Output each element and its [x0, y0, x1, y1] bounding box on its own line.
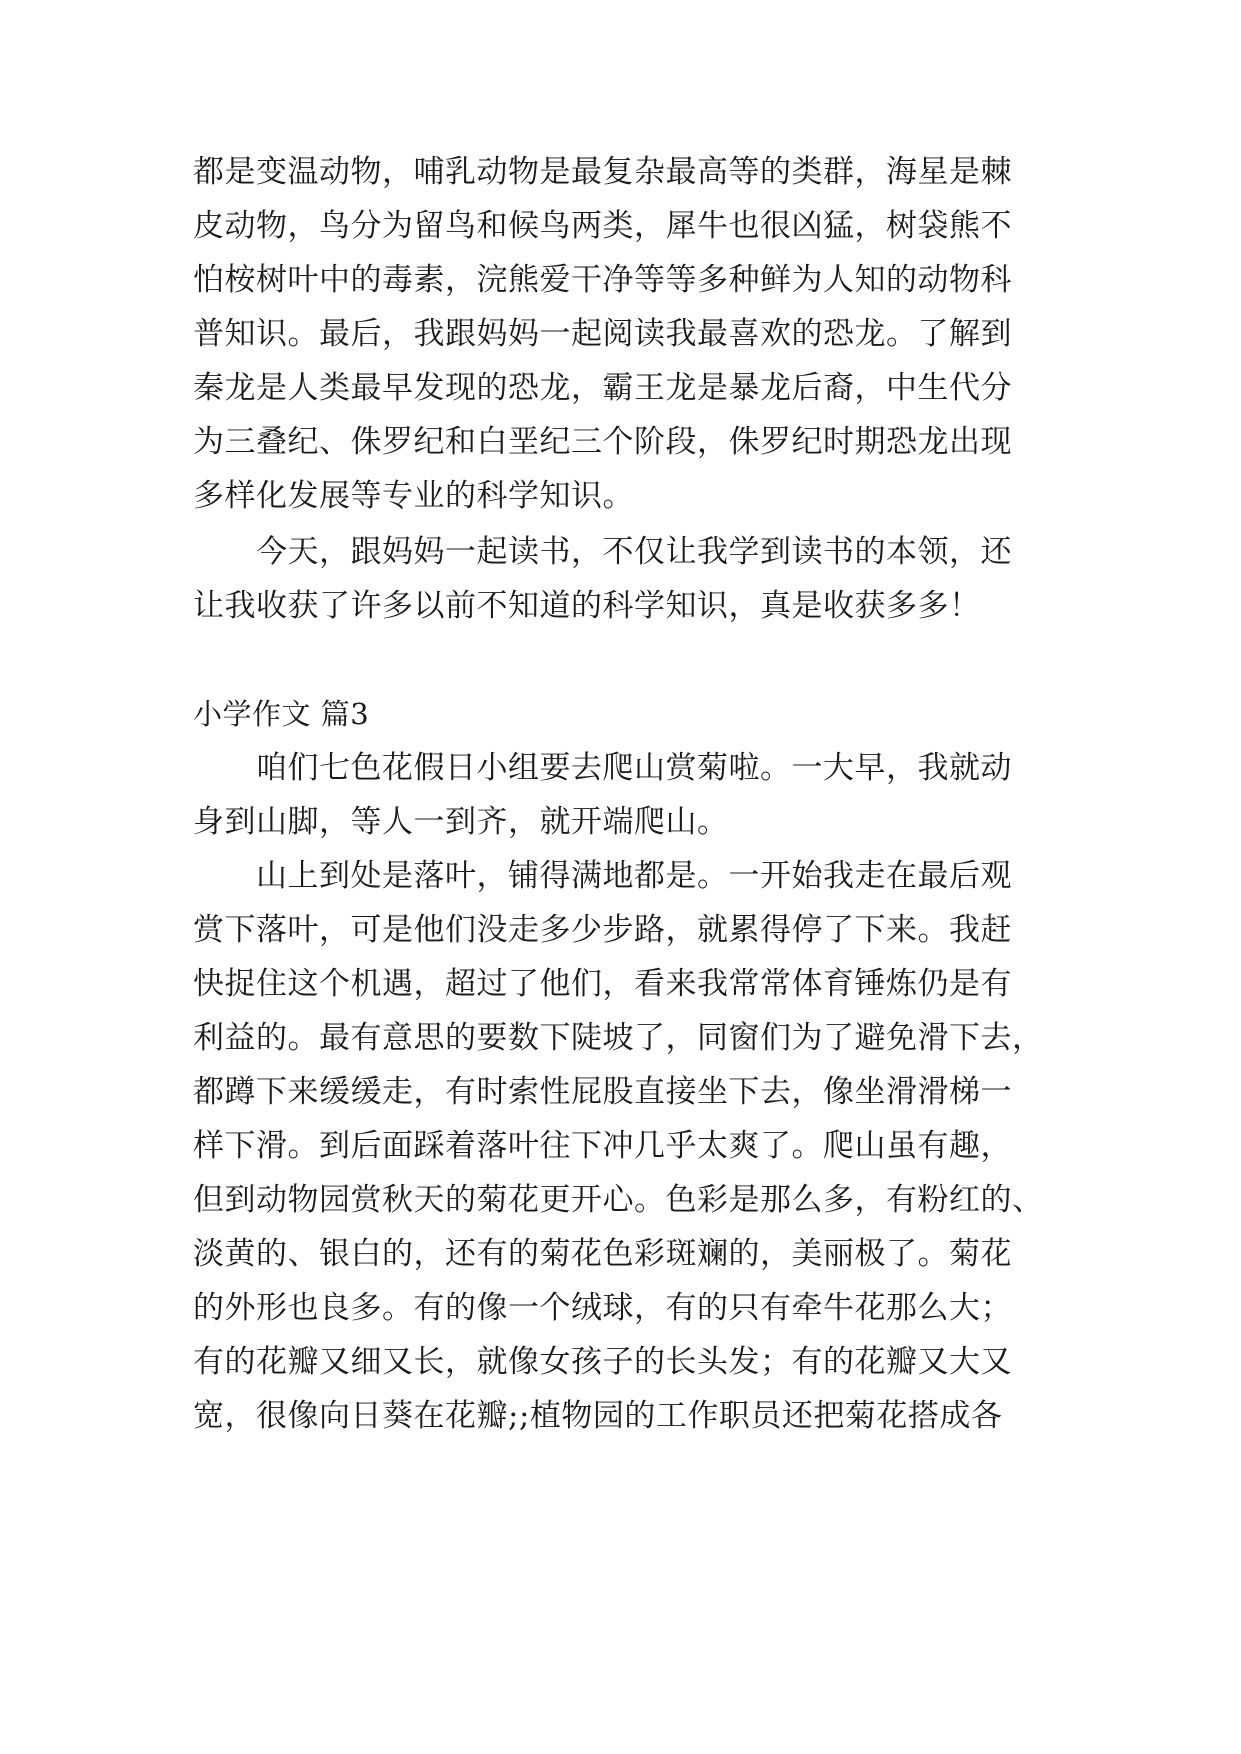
paragraph-line: 的外形也良多。有的像一个绒球，有的只有牵牛花那么大；: [193, 1290, 1012, 1326]
paragraph-line: 样下滑。到后面踩着落叶往下冲几乎太爽了。爬山虽有趣，: [193, 1128, 1012, 1164]
paragraph-line: 多样化发展等专业的科学知识。: [193, 478, 634, 514]
paragraph-line: 让我收获了许多以前不知道的科学知识，真是收获多多！: [193, 588, 981, 624]
paragraph-line: 赏下落叶，可是他们没走多少步路，就累得停了下来。我赶: [193, 912, 1012, 948]
paragraph-line: 利益的。最有意思的要数下陡坡了，同窗们为了避免滑下去，: [193, 1020, 1044, 1056]
paragraph-line: 秦龙是人类最早发现的恐龙，霸王龙是暴龙后裔，中生代分: [193, 370, 1012, 406]
paragraph-line: 山上到处是落叶，铺得满地都是。一开始我走在最后观: [256, 858, 1012, 894]
paragraph-line: 怕桉树叶中的毒素，浣熊爱干净等等多种鲜为人知的动物科: [193, 262, 1012, 298]
paragraph-line: 都蹲下来缓缓走，有时索性屁股直接坐下去，像坐滑滑梯一: [193, 1074, 1012, 1110]
paragraph-line: 宽，很像向日葵在花瓣;;植物园的工作职员还把菊花搭成各: [193, 1398, 1003, 1434]
paragraph-line: 普知识。最后，我跟妈妈一起阅读我最喜欢的恐龙。了解到: [193, 316, 1012, 352]
paragraph-line: 为三叠纪、侏罗纪和白垩纪三个阶段，侏罗纪时期恐龙出现: [193, 424, 1012, 460]
section-heading: 小学作文 篇3: [193, 697, 370, 731]
paragraph-line: 但到动物园赏秋天的菊花更开心。色彩是那么多，有粉红的、: [193, 1182, 1044, 1218]
paragraph-line: 都是变温动物，哺乳动物是最复杂最高等的类群，海星是棘: [193, 154, 1012, 190]
paragraph-line: 有的花瓣又细又长，就像女孩子的长头发；有的花瓣又大又: [193, 1344, 1012, 1380]
paragraph-line: 快捉住这个机遇，超过了他们，看来我常常体育锤炼仍是有: [193, 966, 1012, 1002]
paragraph-line: 咱们七色花假日小组要去爬山赏菊啦。一大早，我就动: [256, 750, 1012, 786]
paragraph-line: 淡黄的、银白的，还有的菊花色彩斑斓的，美丽极了。菊花: [193, 1236, 1012, 1272]
paragraph-line: 皮动物，鸟分为留鸟和候鸟两类，犀牛也很凶猛，树袋熊不: [193, 208, 1012, 244]
paragraph-line: 今天，跟妈妈一起读书，不仅让我学到读书的本领，还: [256, 534, 1012, 570]
paragraph-line: 身到山脚，等人一到齐，就开端爬山。: [193, 804, 729, 840]
